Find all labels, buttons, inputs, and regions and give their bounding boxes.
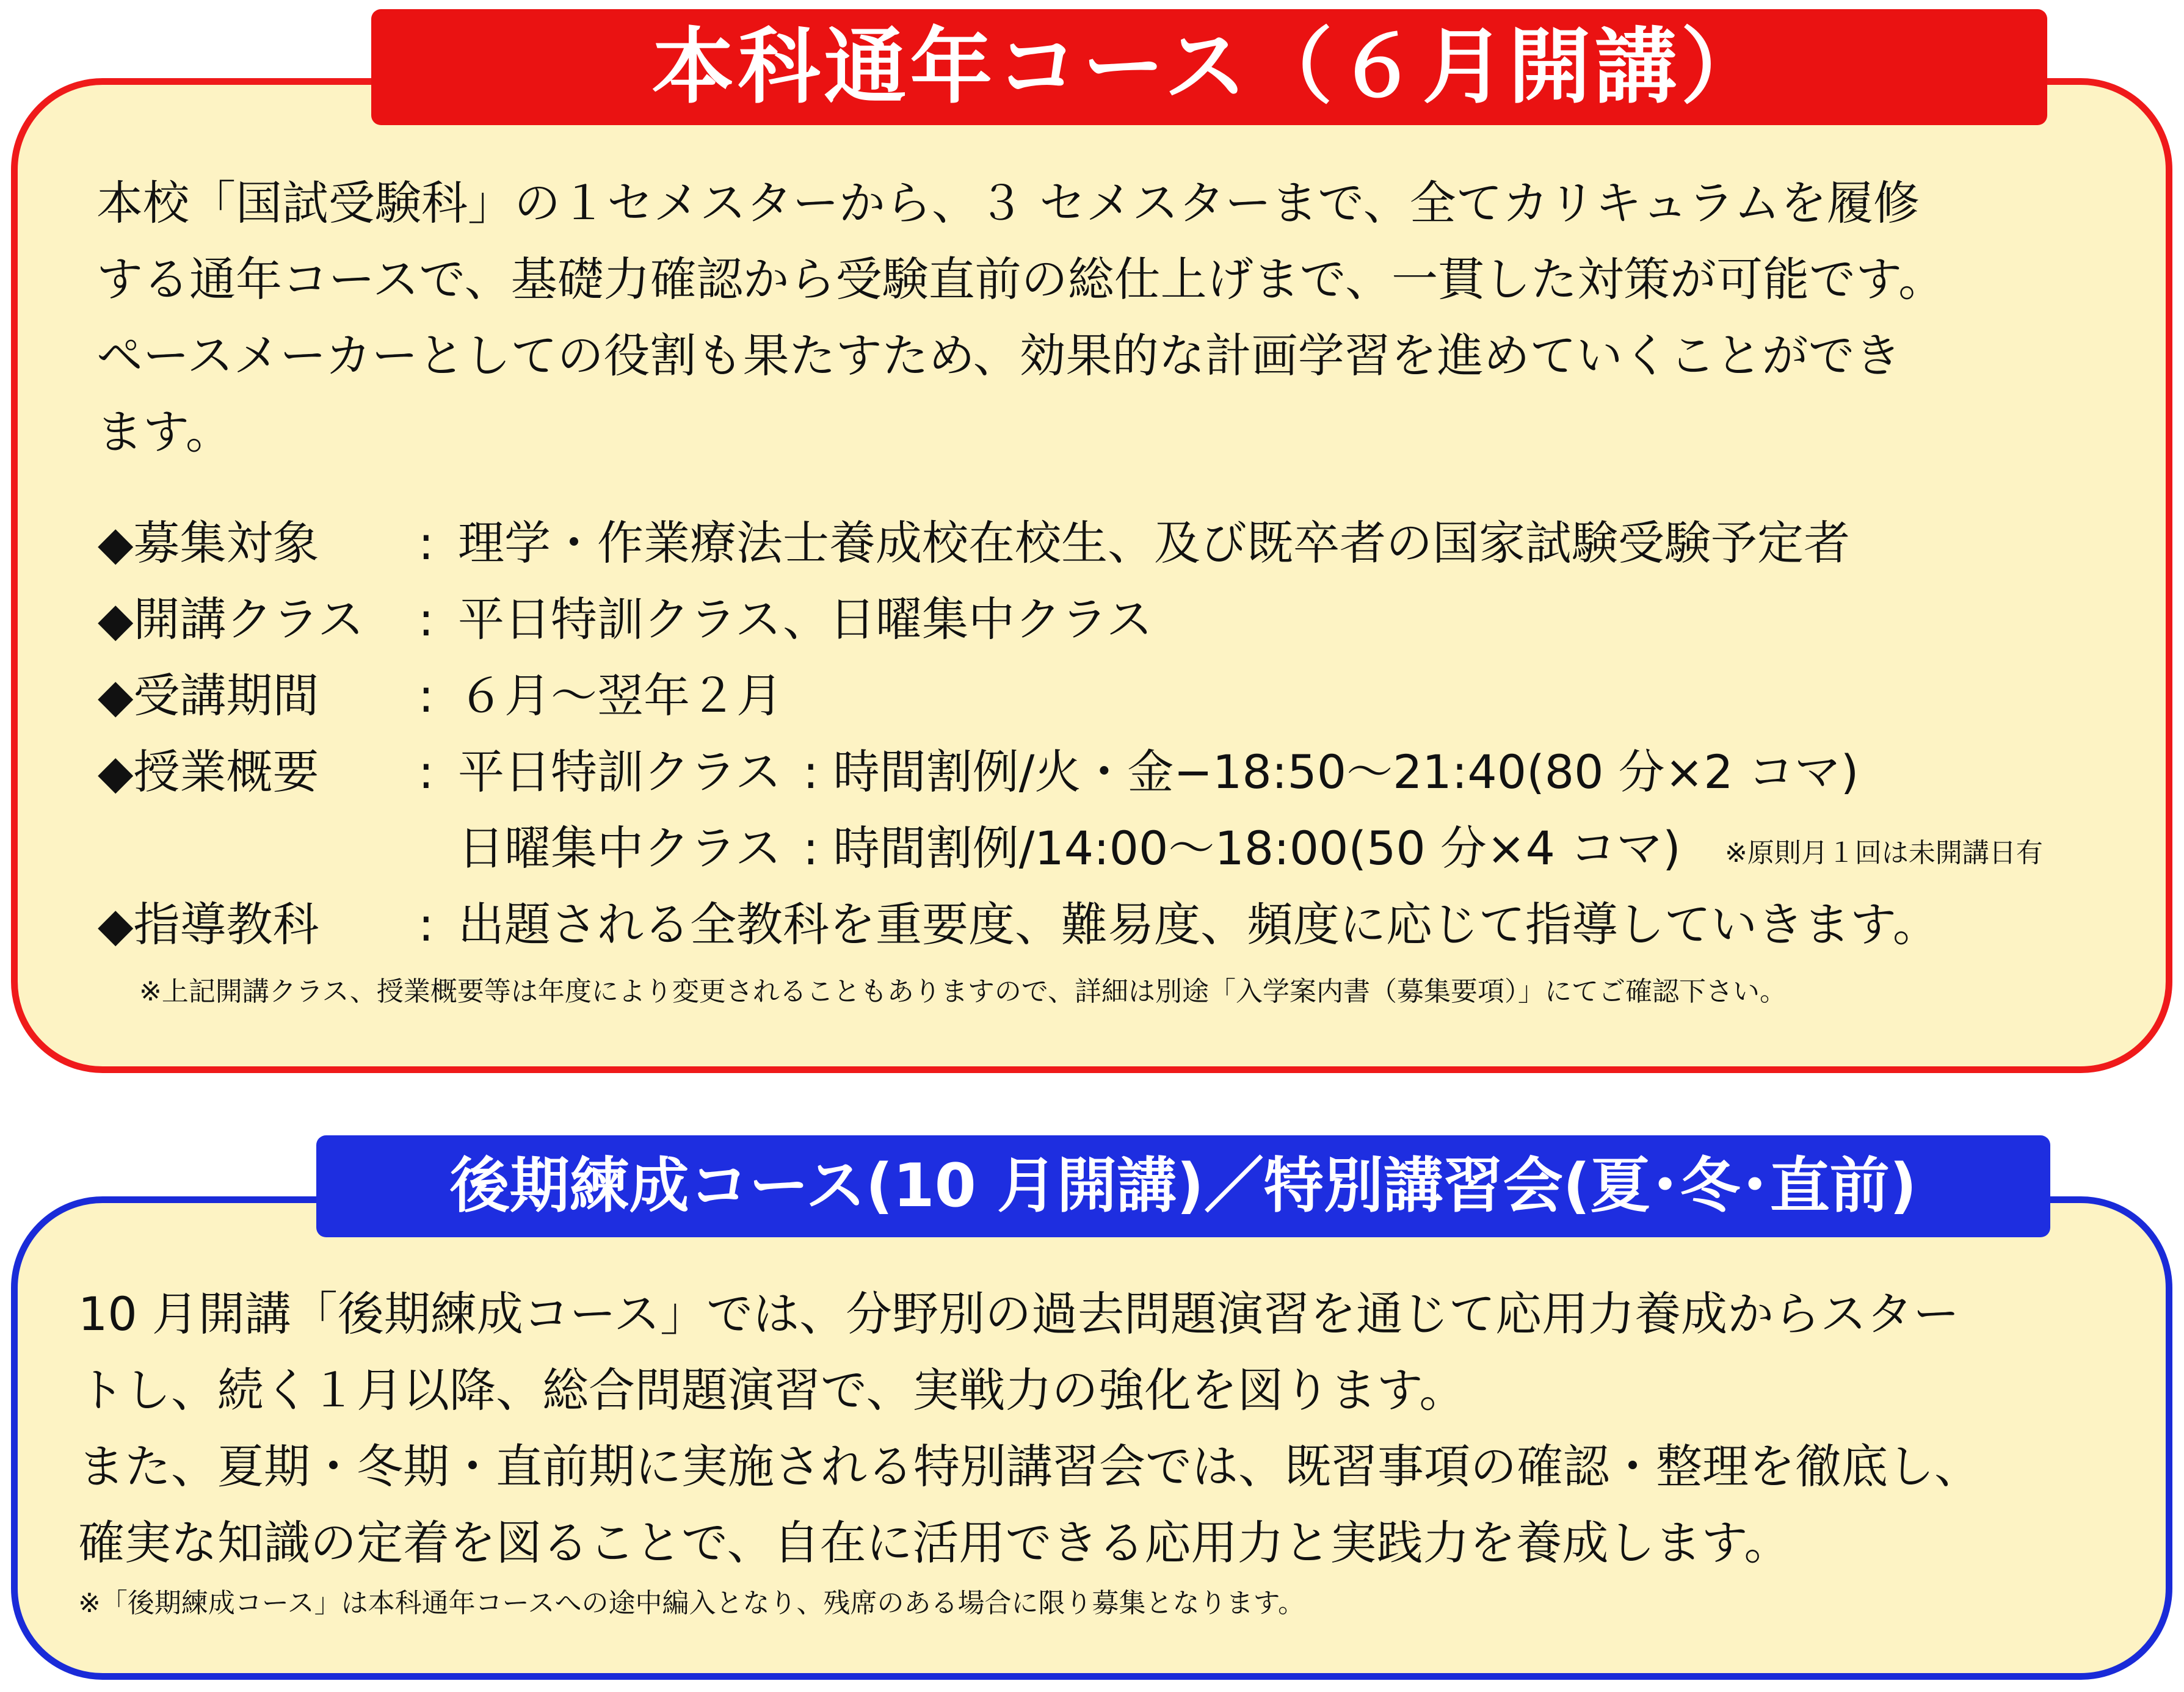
row-colon: : <box>418 668 434 723</box>
body-line: トし、続く１月以降、総合問題演習で、実戦力の強化を図ります。 <box>78 1363 1466 1417</box>
body-line: 確実な知識の定着を図ることで、自在に活用できる応用力と実践力を養成します。 <box>78 1516 1791 1570</box>
row-label: ◆受講期間 <box>98 668 319 723</box>
course1-title: 本科通年コース（６月開講） <box>371 9 2047 125</box>
row-colon: : <box>418 745 434 799</box>
sunday-class-detail: : 時間割例/14:00～18:00(50 分×4 コマ) <box>803 821 1681 875</box>
course1-footnote: ※上記開講クラス、授業概要等は年度により変更されることもありますので、詳細は別途「入学案内書（募集要項）」にてご確認下さい。 <box>139 976 1787 1007</box>
intro-line: する通年コースで、基礎力確認から受験直前の総仕上げまで、一貫した対策が可能です。 <box>96 252 1945 306</box>
row-value: 平日特訓クラス、日曜集中クラス <box>458 592 1153 646</box>
sunday-class-note: ※原則月１回は未開講日有 <box>1725 837 2043 869</box>
course2-body <box>78 1276 1981 1581</box>
row-value: ６月～翌年２月 <box>458 668 783 723</box>
row-label: ◆開講クラス <box>98 592 365 646</box>
course2-title: 後期練成コース(10 月開講)／特別講習会(夏･冬･直前) <box>316 1135 2050 1237</box>
row-value: 出題される全教科を重要度、難易度、頻度に応じて指導していきます。 <box>458 897 1939 952</box>
body-line: 10 月開講「後期練成コース」では、分野別の過去問題演習を通じて応用力養成からスター <box>78 1287 1960 1341</box>
row-colon: : <box>418 592 434 646</box>
intro-line: ます。 <box>96 405 232 459</box>
row-label: ◆指導教科 <box>98 897 319 952</box>
row-value: 理学・作業療法士養成校在校生、及び既卒者の国家試験受験予定者 <box>458 516 1850 570</box>
intro-line: 本校「国試受験科」の１セメスターから、３ セメスターまで、全てカリキュラムを履修 <box>96 176 1920 230</box>
course2-footnote: ※「後期練成コース」は本科通年コースへの途中編入となり、残席のある場合に限り募集となります。 <box>78 1588 1305 1619</box>
row-label: ◆授業概要 <box>98 745 319 799</box>
row-label: ◆募集対象 <box>98 516 319 570</box>
weekday-class-name: 平日特訓クラス <box>458 745 782 799</box>
row-colon: : <box>418 897 434 952</box>
body-line: また、夏期・冬期・直前期に実施される特別講習会では、既習事項の確認・整理を徹底し、 <box>78 1439 1981 1494</box>
row-colon: : <box>418 516 434 570</box>
weekday-class-detail: : 時間割例/火・金−18:50～21:40(80 分×2 コマ) <box>803 745 1859 799</box>
intro-line: ペースメーカーとしての役割も果たすため、効果的な計画学習を進めていくことができ <box>96 328 1901 383</box>
course1-intro <box>96 165 1945 470</box>
sunday-class-name: 日曜集中クラス <box>458 821 782 875</box>
